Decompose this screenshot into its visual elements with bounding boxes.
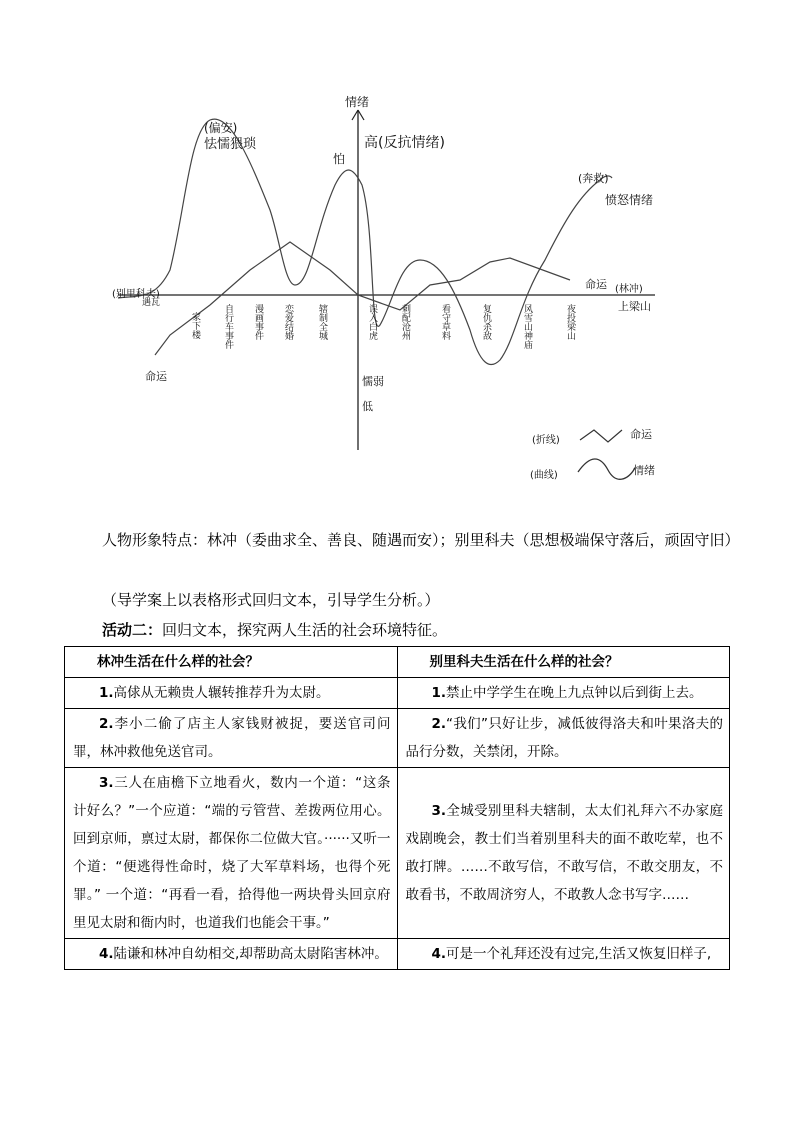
left-endpoint-label: (别里科夫) xyxy=(112,289,160,300)
event-label: 看守草料 xyxy=(440,304,450,340)
table-cell: 2.李小二偷了店主人家钱财被捉，要送官司问罪，林冲救他免送官司。 xyxy=(65,709,398,768)
table-header-row xyxy=(65,647,730,678)
right-endpoint-label: (林冲) xyxy=(615,284,643,295)
event-label: 夜投梁山 xyxy=(565,304,575,340)
emotion-destiny-diagram xyxy=(100,90,700,490)
table-row xyxy=(65,768,730,939)
event-label: 复仇杀敌 xyxy=(481,304,491,340)
right-outcome-label: 上梁山 xyxy=(618,300,651,313)
afraid-label: 怕 xyxy=(333,152,346,166)
event-label: 遇瓦 xyxy=(142,298,161,308)
event-label: 自行车事件 xyxy=(223,304,233,349)
table-cell: 2.“我们”只好让步，减低彼得洛夫和叶果洛夫的品行分数，关禁闭，开除。 xyxy=(397,709,730,768)
activity-two xyxy=(66,618,746,642)
left-top-label: (偏安) xyxy=(204,121,238,135)
comparison-table-wrap xyxy=(64,646,730,970)
event-label: 恋爱结婚 xyxy=(283,304,293,340)
header-lin-chong: 林冲生活在什么样的社会？ xyxy=(65,647,398,678)
left-top-label: 怯懦猥琐 xyxy=(204,137,257,152)
axis-arrow xyxy=(352,110,358,120)
character-traits: 人物形象特点：林冲（委曲求全、善良、随遇而安）；别里科夫（思想极端保守落后，顽固守旧） xyxy=(102,531,740,549)
svg-text:命运: 命运 xyxy=(630,428,652,441)
table-row xyxy=(65,678,730,709)
table-cell: 1.高俅从无赖贵人辗转推荐升为太尉。 xyxy=(65,678,398,709)
guide-note: （导学案上以表格形式回归文本，引导学生分析。） xyxy=(102,591,440,609)
event-label: 漫画事件 xyxy=(253,304,263,340)
event-label: 误入白虎 xyxy=(367,304,377,340)
table-cell: 4.可是一个礼拜还没有过完,生活又恢复旧样子, xyxy=(397,939,730,970)
table-cell: 3.三人在庙檐下立地看火，数内一个道：“这条计好么？”一个应道：“端的亏管营、差拨两位用心。回到京师，禀过太尉，都保你二位做大官。······又听一个道：“便逃得性命时，烧了大军草料场，也得个死罪。” 一个道：“再看一看，拾得他一两块骨头回京府里见太尉和衙内时，也道我们也能会干事。” xyxy=(65,768,398,939)
svg-text:(折线): (折线) xyxy=(532,435,560,446)
table-row xyxy=(65,939,730,970)
event-label: 辖制全城 xyxy=(317,304,327,340)
svg-text:(曲线): (曲线) xyxy=(530,470,558,481)
event-label: 家下楼 xyxy=(190,312,200,339)
destiny-polyline xyxy=(155,242,570,355)
table-row xyxy=(65,709,730,768)
event-label: 风雪山神庙 xyxy=(522,304,532,349)
event-label: 刺配沧州 xyxy=(400,304,410,340)
table-cell: 4.陆谦和林冲自幼相交,却帮助高太尉陷害林冲。 xyxy=(65,939,398,970)
bottom-label: 低 xyxy=(362,400,373,413)
peak-right-label: (奔救) xyxy=(578,172,609,185)
right-destiny-label: 命运 xyxy=(585,278,607,291)
svg-text:情绪: 情绪 xyxy=(633,464,655,477)
legend xyxy=(530,427,655,481)
activity-label: 活动二： xyxy=(102,621,163,639)
comparison-table xyxy=(64,646,730,970)
activity-text: 回归文本，探究两人生活的社会环境特征。 xyxy=(162,621,448,639)
axis-arrow xyxy=(358,110,364,120)
table-cell: 1.禁止中学学生在晚上九点钟以后到街上去。 xyxy=(397,678,730,709)
high-label: 高(反抗情绪) xyxy=(364,135,445,151)
peak-right-label: 愤怒情绪 xyxy=(605,193,654,207)
left-destiny-label: 命运 xyxy=(145,370,167,383)
table-cell: 3.全城受别里科夫辖制，太太们礼拜六不办家庭戏剧晚会，教士们当着别里科夫的面不敢吃荤，也不敢打牌。……不敢写信，不敢写信，不敢交朋友，不敢看书，不敢周济穷人，不敢教人念书写字…… xyxy=(397,768,730,939)
y-axis-label: 情绪 xyxy=(345,95,370,109)
header-belikov: 别里科夫生活在什么样的社会？ xyxy=(397,647,730,678)
low-label: 懦弱 xyxy=(362,375,384,388)
